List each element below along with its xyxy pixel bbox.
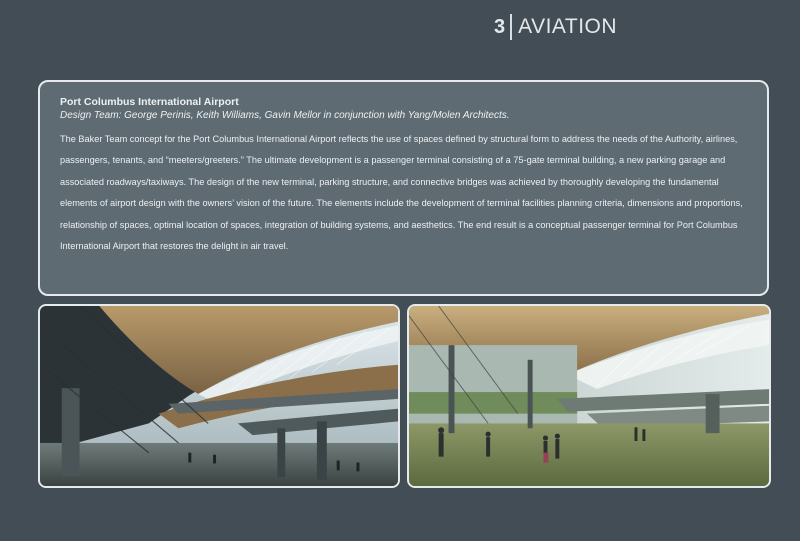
project-description-panel [38,80,769,296]
terminal-interior-image [40,306,398,486]
section-header [494,14,617,40]
section-number: 3 [494,16,506,38]
project-description: The Baker Team concept for the Port Columbus International Airport reflects the use of spaces defined by structural form to address the needs of the Authority, airlines, passengers, tenants, and “meeters/greeters.” The ultimate development is a passenger terminal consisting of a 75-gate terminal building, a new parking garage and associated roadways/taxiways. The design of the new terminal, parking structure, and connective bridges was achieved by thoroughly developing the fundamental elements of airport design with the owners’ vision of the future. The elements include the development of terminal facilities planning criteria, dimensions and proportions, relationship of spaces, optimal location of spaces, integration of building systems, and aesthetics. The end result is a conceptual passenger terminal for Port Columbus International Airport that restores the delight in air travel. [60,134,743,252]
terminal-interior-rendering-left [38,304,400,488]
terminal-concourse-rendering-right [407,304,771,488]
section-divider [510,14,512,40]
design-team-credits: Design Team: George Perinis, Keith Williams, Gavin Mellor in conjunction with Yang/Molen Architects. [60,110,510,121]
project-title: Port Columbus International Airport [60,96,239,108]
section-title: AVIATION [518,15,618,38]
terminal-concourse-image [409,306,769,486]
